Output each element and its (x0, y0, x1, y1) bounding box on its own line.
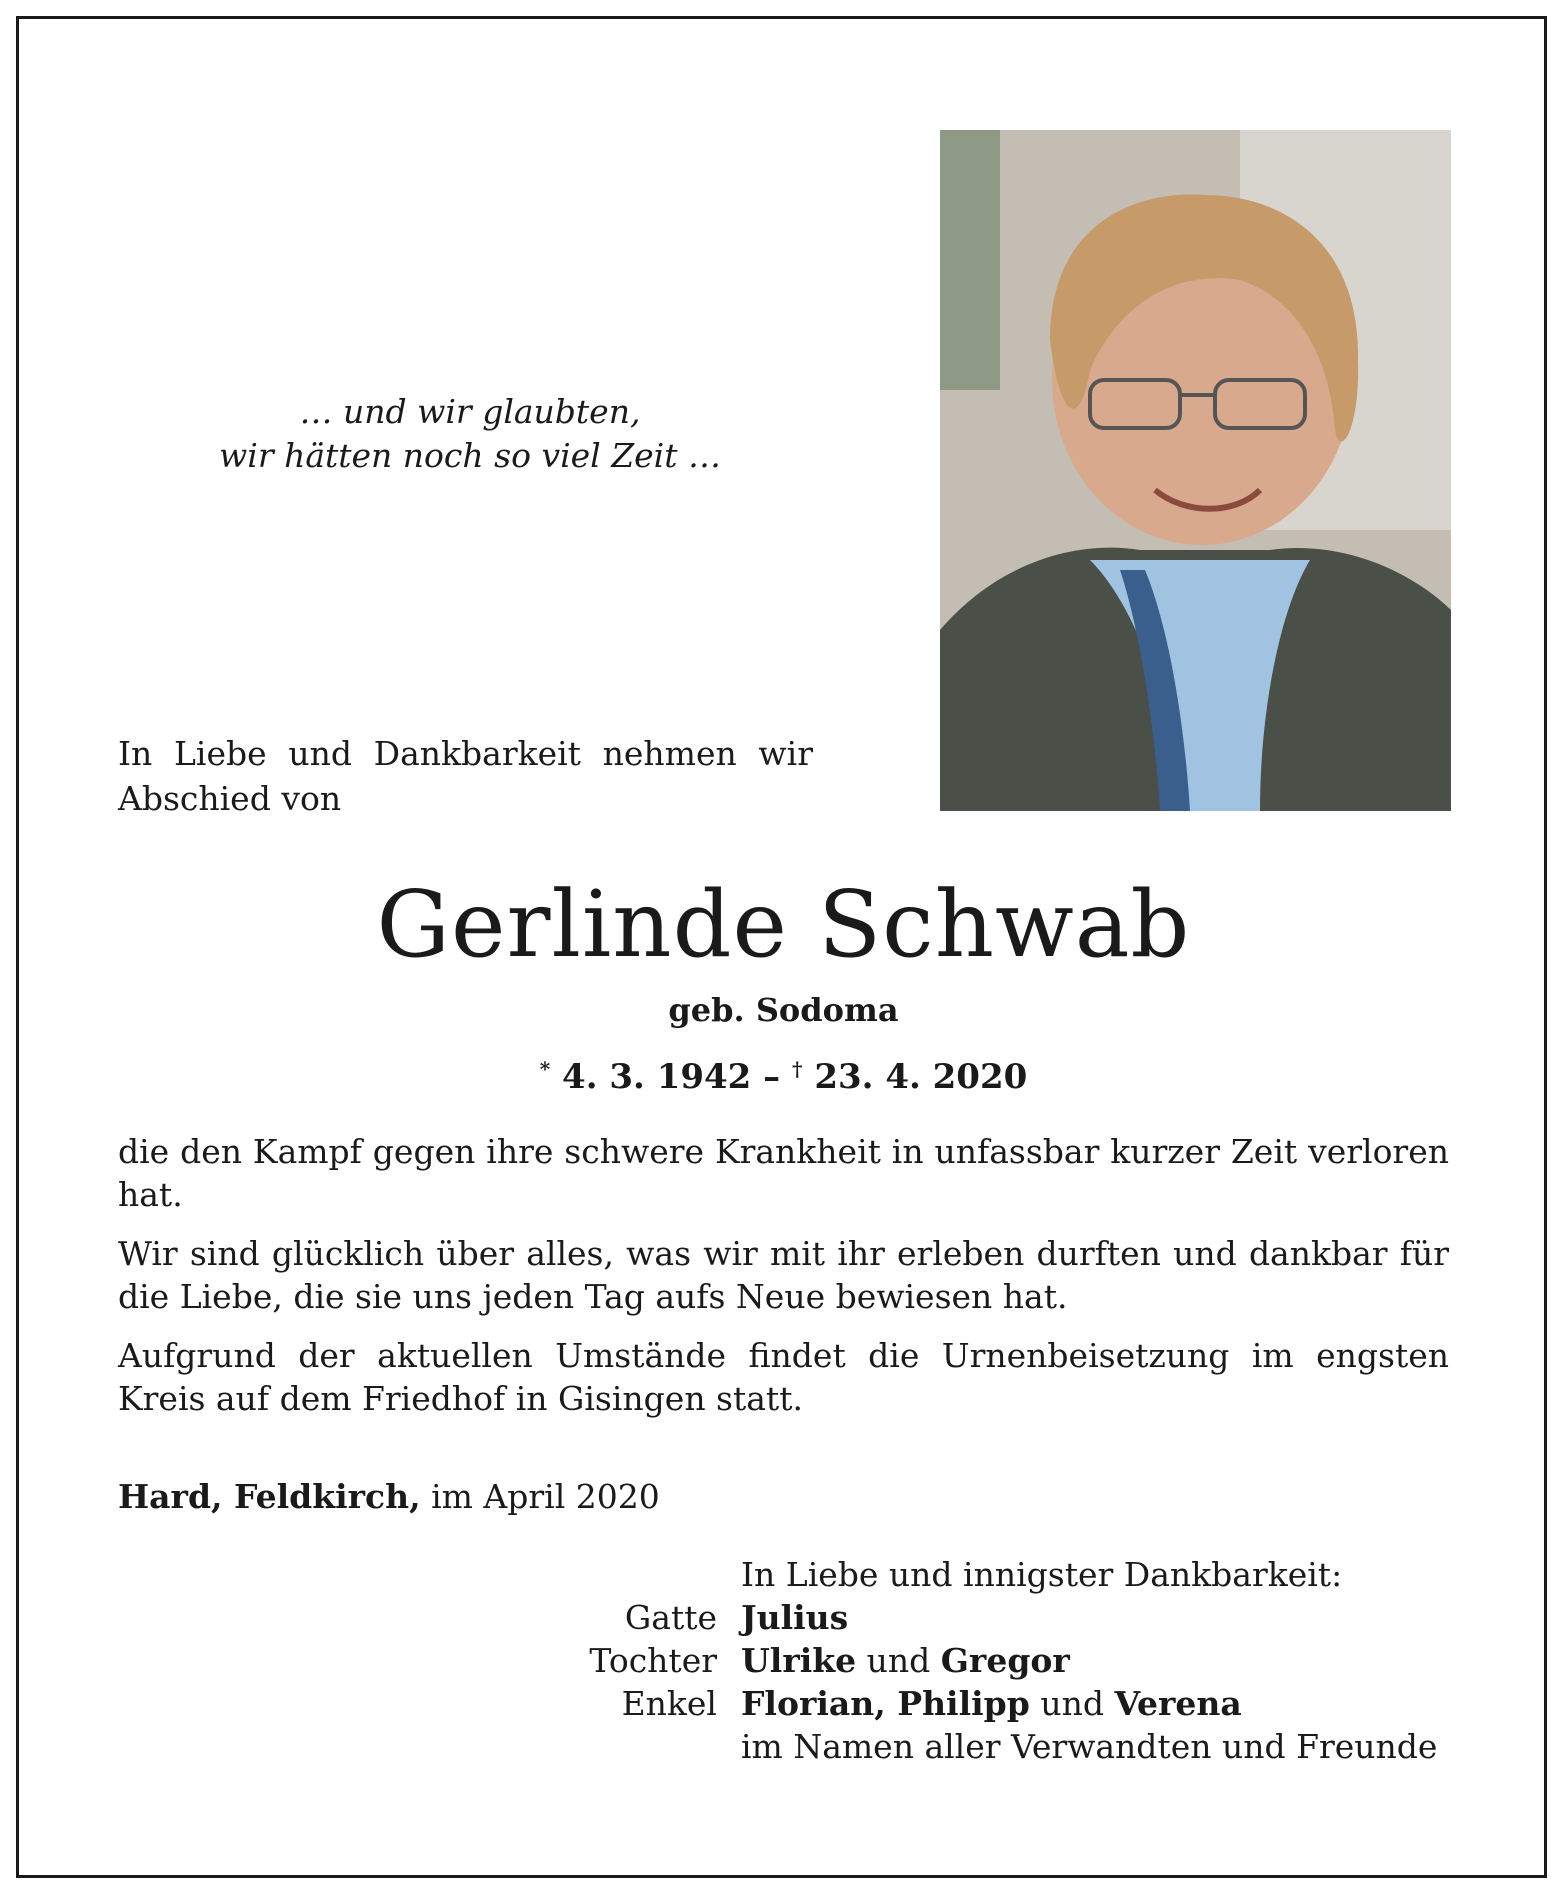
quote-line-1: … und wir glaubten, (299, 392, 641, 431)
relative-name: Florian, Philipp (741, 1684, 1030, 1723)
portrait-photo (940, 130, 1451, 811)
deceased-name: Gerlinde Schwab (376, 871, 1191, 978)
family-row-spouse (0, 1596, 1567, 1639)
death-date: 23. 4. 2020 (814, 1057, 1028, 1097)
date-text: im April 2020 (431, 1477, 660, 1516)
life-dates (0, 1045, 1567, 1101)
relation-label: Enkel (621, 1684, 717, 1723)
place-date (118, 1475, 660, 1519)
maiden-name: geb. Sodoma (668, 991, 899, 1029)
relative-names (741, 1596, 848, 1639)
relative-names (741, 1639, 1070, 1682)
death-symbol: † (792, 1057, 803, 1081)
relation-label: Gatte (624, 1598, 717, 1637)
paragraph-3: Aufgrund der aktuellen Umstände findet die Urnenbeisetzung im engsten Kreis auf dem Friedhof in Gisingen statt. (118, 1336, 1449, 1418)
relation-label: Tochter (589, 1641, 717, 1680)
relative-name: Gregor (940, 1641, 1070, 1680)
relative-names (741, 1682, 1242, 1725)
family-row-grandchildren (0, 1682, 1567, 1725)
opening-quote (190, 390, 750, 478)
relative-name: Julius (741, 1598, 849, 1637)
paragraph-1: die den Kampf gegen ihre schwere Krankheit in unfassbar kurzer Zeit verloren hat. (118, 1132, 1449, 1214)
place-names: Hard, Feldkirch, (118, 1477, 421, 1516)
obituary-body (118, 1130, 1449, 1436)
date-dash: – (763, 1057, 781, 1097)
paragraph-2: Wir sind glücklich über alles, was wir mit ihr erleben durften und dankbar für die Liebe, die sie uns jeden Tag aufs Neue bewiesen hat. (118, 1234, 1449, 1316)
family-row-daughter (0, 1639, 1567, 1682)
relative-name: Verena (1114, 1684, 1242, 1723)
joiner-word: und (1040, 1684, 1104, 1723)
quote-line-2: wir hätten noch so viel Zeit … (219, 436, 721, 475)
relative-name: Ulrike (741, 1641, 857, 1680)
birth-date: 4. 3. 1942 (562, 1057, 752, 1097)
family-heading: In Liebe und innigster Dankbarkeit: (741, 1555, 1343, 1594)
intro-text: In Liebe und Dankbarkeit nehmen wir Abschied von (118, 734, 813, 818)
joiner-word: und (866, 1641, 931, 1680)
family-footer: im Namen aller Verwandten und Freunde (741, 1727, 1438, 1766)
birth-symbol: * (539, 1057, 551, 1081)
